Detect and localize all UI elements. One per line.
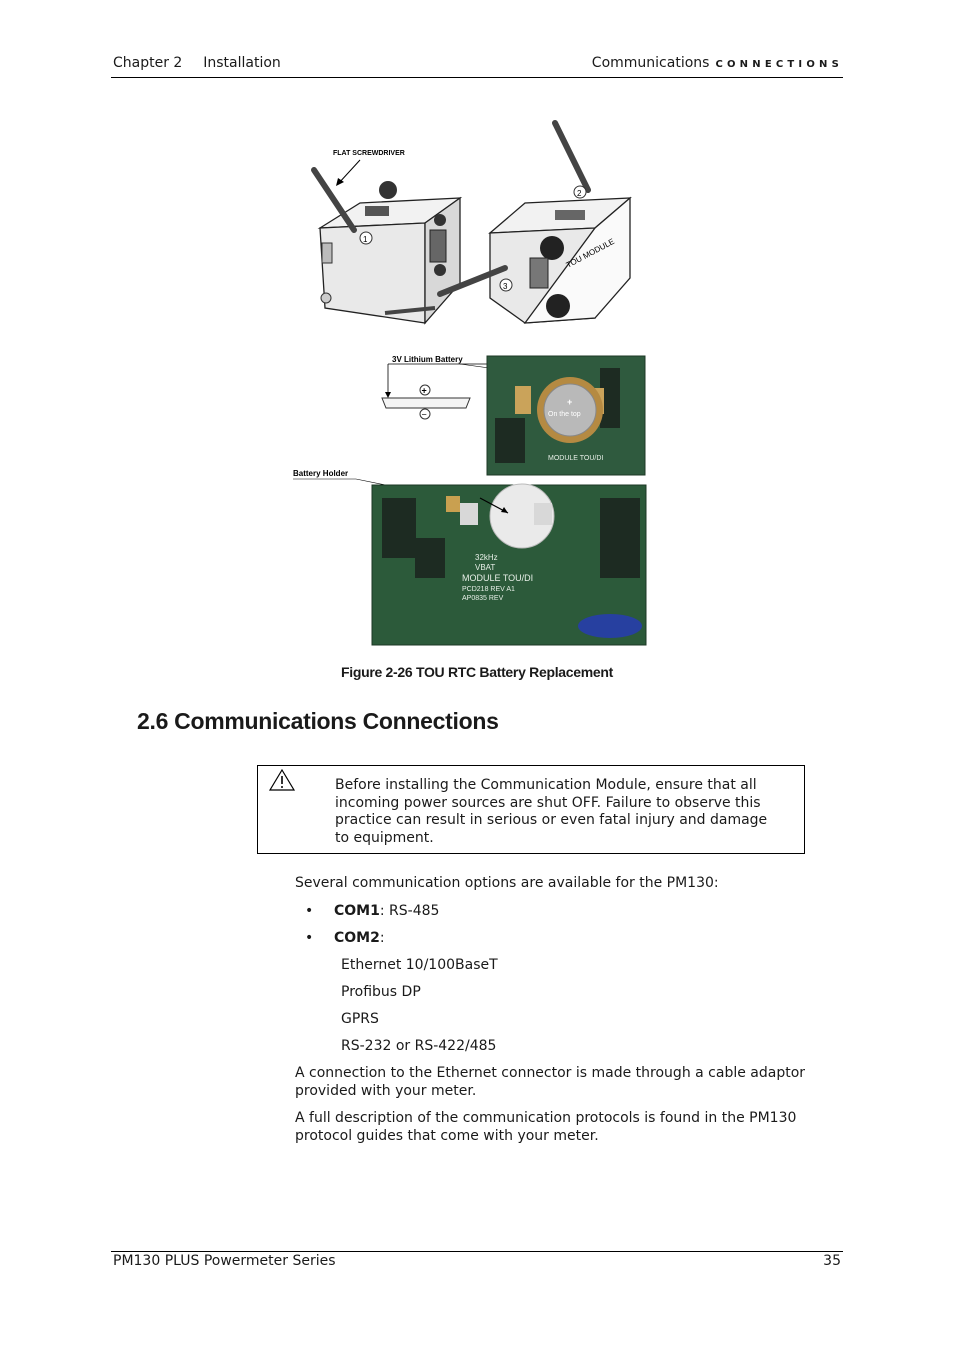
battery-plus-label: + — [421, 385, 427, 396]
bullet-com2-text — [334, 930, 385, 948]
board-bottom-vbat: VBAT — [475, 563, 496, 572]
header-section-title: Communications — [591, 55, 710, 71]
figure-battery-replacement — [290, 118, 650, 648]
paragraph-ethernet: A connection to the Ethernet connector is made through a cable adaptor provided with your meter. — [295, 1065, 806, 1099]
header-rule — [111, 77, 843, 78]
header-chapter-title: Installation — [203, 55, 281, 71]
paragraph-protocols: A full description of the communication protocols is found in the PM130 protocol guides that come with your meter. — [295, 1110, 797, 1144]
screwdriver-label: FLAT SCREWDRIVER — [333, 150, 405, 157]
header-section-caps: CONNECTIONS — [715, 59, 843, 70]
holder-label: Battery Holder — [293, 469, 349, 478]
battery-side-view — [382, 398, 470, 408]
board-bottom-rev: PCD218 REV A1 — [462, 586, 515, 593]
step2-label: 2 — [577, 189, 582, 198]
bullet-com2-value: : — [379, 930, 385, 946]
intro-paragraph: Several communication options are available for the PM130: — [295, 875, 719, 891]
header-chapter-number: Chapter 2 — [113, 55, 183, 71]
board-bottom-module: MODULE TOU/DI — [462, 573, 534, 583]
com2-option-profibus: Profibus DP — [341, 984, 421, 1000]
module-label: TOU MODULE — [564, 236, 616, 270]
board-photo-top — [487, 356, 645, 475]
warning-text: Before installing the Communication Module, ensure that all incoming power sources are shut OFF. Failure to observe this practice can result in serious or even fatal injury and damage to equipment. — [335, 777, 768, 846]
on-top-label: On the top — [548, 411, 581, 418]
battery-top-plus: + — [567, 397, 573, 407]
com2-option-rs232: RS-232 or RS-422/485 — [341, 1038, 497, 1054]
board-bottom-freq: 32kHz — [475, 553, 498, 562]
module-left-illustration — [320, 181, 460, 323]
footer-page-number: 35 — [823, 1253, 841, 1269]
com2-option-gprs: GPRS — [341, 1011, 379, 1027]
bullet-com2-label: COM2 — [334, 930, 380, 946]
warning-icon — [268, 768, 296, 792]
figure-caption: Figure 2-26 TOU RTC Battery Replacement — [340, 664, 613, 680]
bullet-com1-value: : RS-485 — [379, 903, 440, 919]
battery-minus-label: − — [421, 409, 427, 420]
battery-label: 3V Lithium Battery — [392, 355, 463, 364]
section-title: 2.6 Communications Connections — [137, 708, 499, 734]
footer-rule — [111, 1251, 843, 1252]
screwdriver-top — [555, 123, 588, 190]
bullet-com1 — [305, 903, 440, 921]
header-section — [592, 55, 843, 71]
board-top-silkscreen: MODULE TOU/DI — [548, 455, 604, 462]
bullet-com2 — [305, 930, 385, 948]
step3-label: 3 — [503, 282, 508, 291]
footer-product: PM130 PLUS Powermeter Series — [113, 1253, 336, 1269]
step1-label: 1 — [363, 235, 368, 244]
bullet-dot: • — [305, 930, 314, 946]
bullet-dot: • — [305, 903, 314, 919]
header-chapter — [113, 55, 281, 71]
warning-box — [257, 765, 805, 854]
board-photo-bottom — [372, 484, 646, 645]
module-right-illustration — [490, 198, 630, 323]
bullet-com1-label: COM1 — [334, 903, 380, 919]
board-bottom-ap: AP0835 REV — [462, 595, 504, 602]
bullet-com1-text — [334, 903, 439, 921]
com2-option-ethernet: Ethernet 10/100BaseT — [341, 957, 498, 973]
